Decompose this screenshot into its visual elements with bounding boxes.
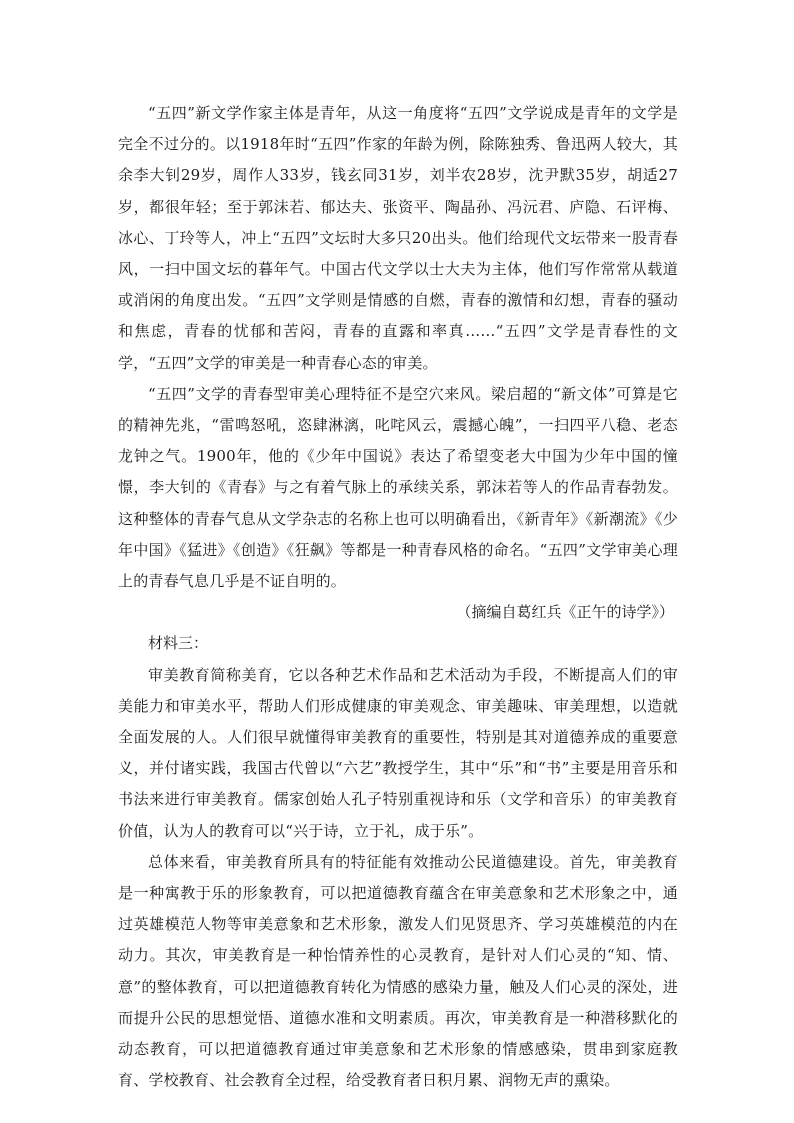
material3-paragraph-2: 总体来看，审美教育所具有的特征能有效推动公民道德建设。首先，审美教育是一种寓教于乐的形象教育，可以把道德教育蕴含在审美意象和艺术形象之中，通过英雄模范人物等审美意象和艺术形象，激发人们见贤思齐、学习英雄模范的内在动力。其次，审美教育是一种怡情养性的心灵教育，是针对人们心灵的“知、情、意”的整体教育，可以把道德教育转化为情感的感染力量，触及人们心灵的深处，进而提升公民的思想觉悟、道德水准和文明素质。再次，审美教育是一种潜移默化的动态教育，可以把道德教育通过审美意象和艺术形象的情感感染，贯串到家庭教育、学校教育、社会教育全过程，给受教育者日积月累、润物无声的熏染。 bbox=[118, 852, 678, 1090]
material2-paragraph-1: “五四”新文学作家主体是青年，从这一角度将“五四”文学说成是青年的文学是完全不过分的。以1918年时“五四”作家的年龄为例，除陈独秀、鲁迅两人较大，其余李大钊29岁，周作人33岁，钱玄同31岁，刘半农28岁，沈尹默35岁，胡适27岁，都很年轻；至于郭沫若、郁达夫、张资平、陶晶孙、冯沅君、庐隐、石评梅、冰心、丁玲等人，冲上“五四”文坛时大多只20出头。他们给现代文坛带来一股青春风，一扫中国文坛的暮年气。中国古代文学以士大夫为主体，他们写作常常从载道或消闲的角度出发。“五四”文学则是情感的自燃，青春的激情和幻想，青春的骚动和焦虑，青春的忧郁和苦闷，青春的直露和率真……“五四”文学是青春性的文学，“五四”文学的审美是一种青春心态的审美。 bbox=[118, 104, 678, 372]
document-body bbox=[118, 98, 678, 1097]
material2-source-citation: （摘编自葛红兵《正午的诗学》） bbox=[456, 603, 674, 622]
material3-paragraph-1: 审美教育简称美育，它以各种艺术作品和艺术活动为手段，不断提高人们的审美能力和审美水平，帮助人们形成健康的审美观念、审美趣味、审美理想，以造就全面发展的人。人们很早就懂得审美教育的重要性，特别是其对道德养成的重要意义，并付诸实践，我国古代曾以“六艺”教授学生，其中“乐”和“书”主要是用音乐和书法来进行审美教育。儒家创始人孔子特别重视诗和乐（文学和音乐）的审美教育价值，认为人的教育可以“兴于诗，立于礼，成于乐”。 bbox=[118, 665, 678, 840]
material3-heading: 材料三： bbox=[148, 634, 209, 653]
material2-paragraph-2: “五四”文学的青春型审美心理特征不是空穴来风。梁启超的“新文体”可算是它的精神先兆，“雷鸣怒吼，恣肆淋漓，叱咤风云，震撼心魄”，一扫四平八稳、老态龙钟之气。1900年，他的《少年中国说》表达了希望变老大中国为少年中国的憧憬，李大钊的《青春》与之有着气脉上的承续关系，郭沫若等人的作品青春勃发。这种整体的青春气息从文学杂志的名称上也可以明确看出，《新青年》《新潮流》《少年中国》《猛进》《创造》《狂飙》等都是一种青春风格的命名。“五四”文学审美心理上的青春气息几乎是不证自明的。 bbox=[118, 384, 678, 591]
